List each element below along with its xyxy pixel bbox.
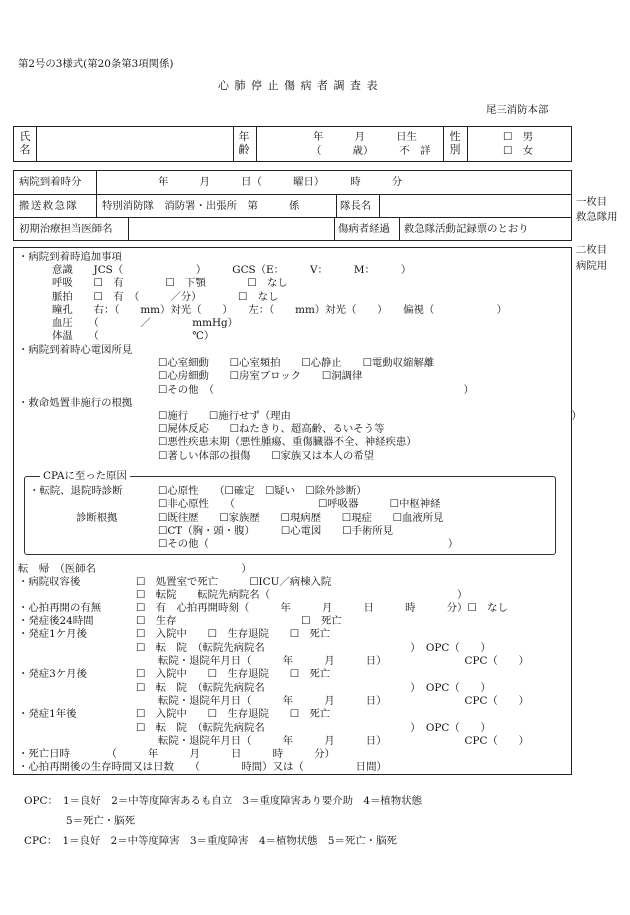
divider [256,126,257,162]
ecg-options-row1[interactable]: ☐心室細動 ☐心室頻拍 ☐心静止 ☐電動収縮解離 [158,357,435,369]
diagnosis-basis-row3[interactable]: ☐その他（ ） [158,538,459,550]
divider [233,126,234,162]
copy2-note-sub: 病院用 [576,260,608,272]
diagnosis-basis-row2[interactable]: ☐CT（胸・頭・腹） ☐心電図 ☐手術所見 [158,525,394,537]
female-checkbox[interactable]: ☐ 女 [503,145,534,157]
treatment-options-row4[interactable]: ☐著しい体部の損傷 ☐家族又は本人の希望 [158,450,375,462]
admission-row2[interactable]: ☐ 転院 転院先病院名（ ） [136,589,468,601]
3-month-label: ・発症3ケ月後 [18,668,87,680]
pulse-row[interactable]: 脈拍 ☐ 有 （ ／分） ☐ なし [52,291,279,303]
outcome-doctor-line[interactable]: 転 帰 （医師名 ） [18,563,252,575]
ecg-options-row3[interactable]: ☐その他 （ ） [158,384,474,396]
1-month-status-row[interactable]: ☐ 入院中 ☐ 生存退院 ☐ 死亡 [136,628,331,640]
divider [36,126,37,162]
divider [336,194,337,217]
rosc-row[interactable]: ☐ 有 心拍再開時刻（ 年 月 日 時 分）☐ なし [136,602,508,614]
doctor-name-field[interactable] [132,220,330,239]
captain-label: 隊長名 [340,200,372,212]
team-field[interactable]: 特別消防隊 消防署・出張所 第 係 [102,200,300,212]
diagnosis-row2[interactable]: ☐非心原性 （ ☐呼吸器 ☐中枢神経 [158,498,441,510]
divider [334,217,335,241]
age-label: 年 齢 [238,130,250,156]
male-checkbox[interactable]: ☐ 男 [503,131,534,143]
copy1-note: 一枚目 [576,196,608,208]
treatment-heading: ・救命処置非施行の根拠 [18,397,133,409]
admission-row1[interactable]: ☐ 処置室で死亡 ☐ICU／病棟入院 [136,576,332,588]
name-label: 氏 名 [19,130,31,156]
diagnosis-basis-label: 診断根拠 [76,512,118,524]
department-name: 尾三消防本部 [486,104,549,116]
blood-pressure-row[interactable]: 血圧 （ ／ mmHg） [52,317,239,329]
doctor-label: 初期治療担当医師名 [19,223,113,235]
captain-name-field[interactable] [383,197,569,215]
treatment-options-row1[interactable]: ☐施行 ☐施行せず（理由 ） [158,410,582,422]
age-field[interactable]: （ 歳） 不 詳 [311,145,431,157]
vitals-heading: ・病院到着時追加事項 [18,251,122,263]
form-number: 第2号の3様式(第20条第3項関係) [18,58,174,70]
survival-time-row[interactable]: ・心拍再開後の生存時間又は日数 （ 時間）又は（ 日間） [18,761,387,773]
pupil-row[interactable]: 瞳孔 右：（ mm）対光（ ） 左：（ mm）対光（ ） 偏視（ ） [52,304,508,316]
1-year-label: ・発症1年後 [18,708,77,720]
course-value: 救急隊活動記録票のとおり [404,223,529,235]
name-field[interactable] [40,129,229,159]
page-title: 心肺停止傷病者調査表 [218,79,383,92]
1-year-transfer-row[interactable]: ☐ 転 院 （転院先病院名 ） OPC（ ） [136,722,491,734]
rosc-label: ・心拍再開の有無 [18,602,102,614]
1-month-date-row[interactable]: 転院・退院年月日（ 年 月 日） CPC（ ） [158,655,529,667]
respiration-row[interactable]: 呼吸 ☐ 有 ☐ 下顎 ☐ なし [52,277,288,289]
divider [96,170,97,217]
divider [443,126,444,162]
ecg-heading: ・病院到着時心電図所見 [18,344,133,356]
divider [379,194,380,217]
copy1-note-sub: 救急隊用 [576,211,618,223]
diagnosis-row1[interactable]: ☐心原性 （☐確定 ☐疑い ☐除外診断） [158,485,367,497]
treatment-options-row3[interactable]: ☐悪性疾患末期（悪性腫瘍、重傷臓器不全、神経疾患） [158,436,417,448]
cpc-legend: CPC： 1＝良好 2＝中等度障害 3＝重度障害 4＝植物状態 5＝死亡・脳死 [24,835,397,847]
copy2-note: 二枚目 [576,244,608,256]
cpa-legend: CPAに至った原因 [40,470,130,482]
opc-legend: OPC： 1＝良好 2＝中等度障害あるも自立 3＝重度障害あり要介助 4＝植物状態 [24,795,422,807]
1-month-transfer-row[interactable]: ☐ 転 院 （転院先病院名 ） OPC（ ） [136,642,491,654]
3-month-status-row[interactable]: ☐ 入院中 ☐ 生存退院 ☐ 死亡 [136,668,331,680]
arrival-time-field[interactable]: 年 月 日（ 曜日） 時 分 [158,176,403,188]
24h-label: ・発症後24時間 [18,615,94,627]
arrival-time-label: 病院到着時分 [19,176,82,188]
divider [467,126,468,162]
treatment-options-row2[interactable]: ☐屍体反応 ☐ねたきり、超高齢、るいそう等 [158,423,385,435]
sex-label: 性 別 [449,130,461,156]
1-year-date-row[interactable]: 転院・退院年月日（ 年 月 日） CPC（ ） [158,735,529,747]
divider [399,217,400,241]
team-label: 搬送救急隊 [19,200,79,212]
death-datetime-row[interactable]: ・死亡日時 （ 年 月 日 時 分） [18,748,335,760]
ecg-options-row2[interactable]: ☐心房細動 ☐房室ブロック ☐洞調律 [158,370,363,382]
divider [128,217,129,241]
diagnosis-label: ・転院、退院時診断 [29,485,123,497]
admission-label: ・病院収容後 [18,576,81,588]
birth-date-field[interactable]: 年 月 日生 [313,131,417,143]
24h-row[interactable]: ☐ 生存 ☐ 死亡 [136,615,342,627]
course-label: 傷病者経過 [338,223,390,235]
1-month-label: ・発症1ケ月後 [18,628,87,640]
3-month-transfer-row[interactable]: ☐ 転 院 （転院先病院名 ） OPC（ ） [136,682,491,694]
divider [13,217,572,218]
opc-legend-cont: 5＝死亡・脳死 [66,815,135,827]
consciousness-row[interactable]: 意識 JCS（ ） GCS（E： V： M： ） [52,264,412,276]
diagnosis-basis-row1[interactable]: ☐既往歴 ☐家族歴 ☐現病歴 ☐現症 ☐血液所見 [158,512,444,524]
3-month-date-row[interactable]: 転院・退院年月日（ 年 月 日） CPC（ ） [158,695,529,707]
1-year-status-row[interactable]: ☐ 入院中 ☐ 生存退院 ☐ 死亡 [136,708,331,720]
temperature-row[interactable]: 体温 （ ℃） [52,330,215,342]
